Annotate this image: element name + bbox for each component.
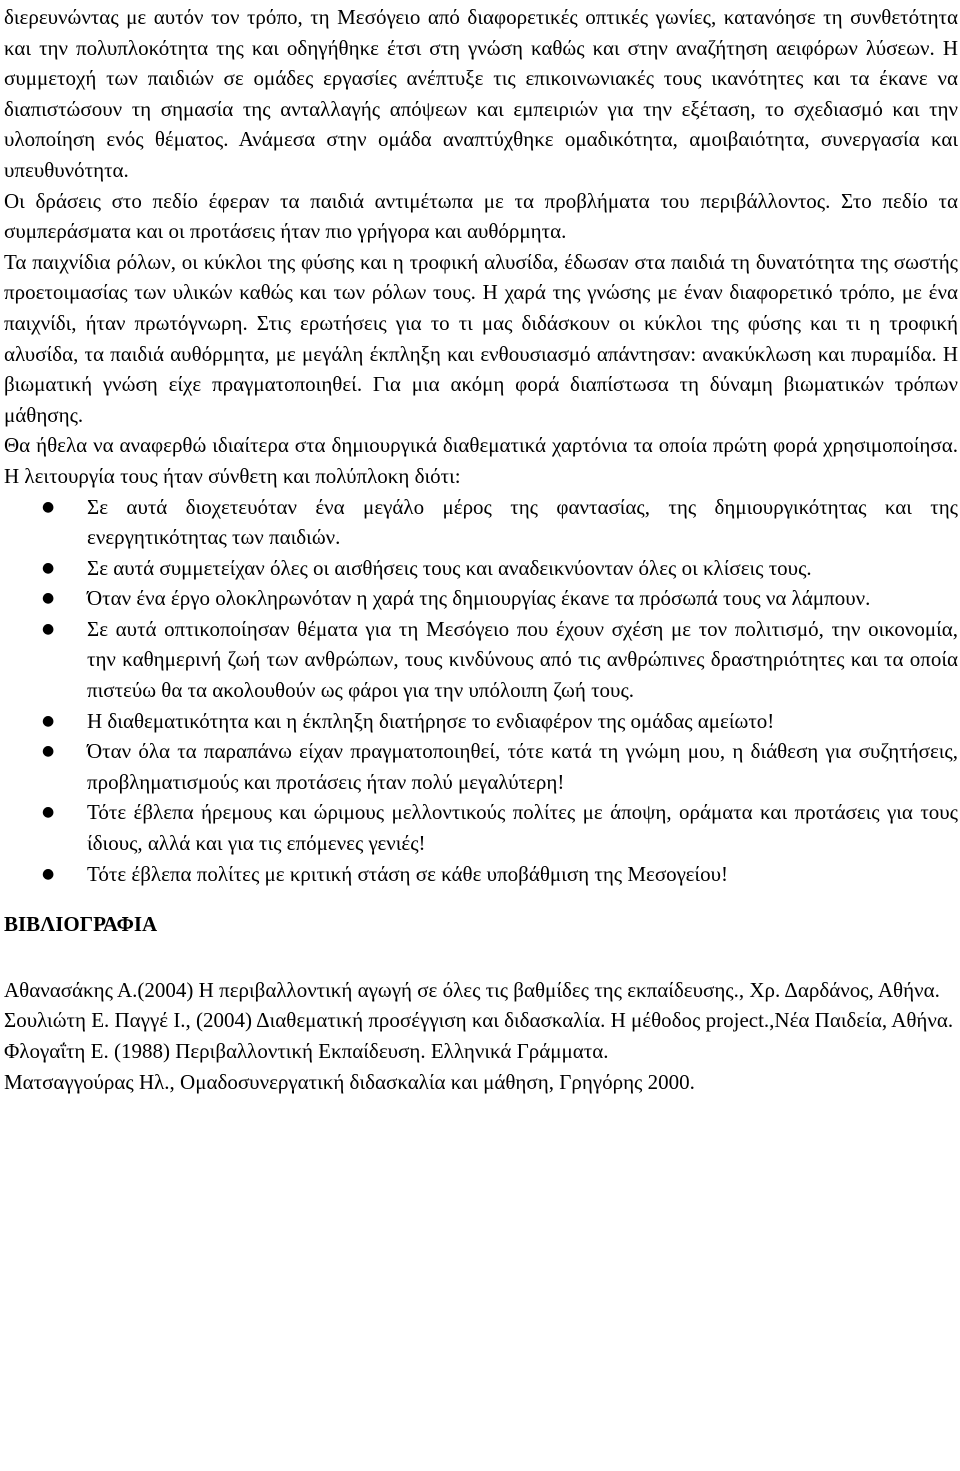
bullet-icon: ●	[42, 498, 55, 515]
bullet-icon: ●	[42, 559, 55, 576]
list-item-text: Όταν ένα έργο ολοκληρωνόταν η χαρά της δημιουργίας έκανε τα πρόσωπά τους να λάμπουν.	[87, 586, 871, 611]
paragraph-conclusions-1: διερευνώντας με αυτόν τον τρόπο, τη Μεσόγειο από διαφορετικές οπτικές γωνίες, κατανόησε τη συνθετότητα και την πολυπλοκότητα της και οδηγήθηκε έτσι στη γνώση καθώς και στην αναζήτηση αειφόρων λύσεων. Η συμμετοχή των παιδιών σε ομάδες εργασίες ανέπτυξε τις επικοινωνιακές τους ικανότητες και τα έκανε να διαπιστώσουν τη σημασία της ανταλλαγής απόψεων και εμπειριών για την εξέταση, το σχεδιασμό και την υλοποίηση ενός θέματος. Ανάμεσα στην ομάδα αναπτύχθηκε ομαδικότητα, αμοιβαιότητα, συνεργασία και υπευθυνότητα.	[4, 5, 958, 182]
list-item-text: Η διαθεματικότητα και η έκπληξη διατήρησε το ενδιαφέρον της ομάδας αμείωτο!	[87, 708, 775, 733]
bullet-icon: ●	[42, 804, 55, 821]
bibliography-entry: Φλογαΐτη Ε. (1988) Περιβαλλοντική Εκπαίδευση. Ελληνικά Γράμματα.	[4, 1039, 609, 1063]
list-item-text: Τότε έβλεπα ήρεμους και ώριμους μελλοντικούς πολίτες με άποψη, οράματα και προτάσεις για τους ίδιους, αλλά και για τις επόμενες γενιές!	[87, 800, 958, 856]
bullet-icon: ●	[42, 590, 55, 607]
list-item	[4, 797, 958, 858]
bullet-icon: ●	[42, 743, 55, 760]
bullet-icon: ●	[42, 712, 55, 729]
paragraph-creative-cards: Θα ήθελα να αναφερθώ ιδιαίτερα στα δημιουργικά διαθεματικά χαρτόνια τα οποία πρώτη φορά χρησιμοποίησα. Η λειτουργία τους ήταν σύνθετη και πολύπλοκη διότι:	[4, 433, 958, 488]
list-item-text: Τότε έβλεπα πολίτες με κριτική στάση σε κάθε υποβάθμιση της Μεσογείου!	[87, 861, 728, 886]
list-item-text: Σε αυτά οπτικοποίησαν θέματα για τη Μεσόγειο που έχουν σχέση με τον πολιτισμό, την οικονομία, την καθημερινή ζωή των ανθρώπων, τους κινδύνους από τις ανθρώπινες δραστηριότητες και τα οποία πιστεύω θα τα ακολουθούν ως φάροι για την υπόλοιπη ζωή τους.	[87, 616, 958, 703]
paragraph-field-actions: Οι δράσεις στο πεδίο έφεραν τα παιδιά αντιμέτωπα με τα προβλήματα του περιβάλλοντος. Στο πεδίο τα συμπεράσματα και οι προτάσεις ήταν πιο γρήγορα και αυθόρμητα.	[4, 188, 958, 244]
list-item	[4, 706, 958, 737]
bibliography-title: ΒΙΒΛΙΟΓΡΑΦΙΑ	[4, 912, 158, 937]
bibliography-entry: Ματσαγγούρας Ηλ., Ομαδοσυνεργατική διδασκαλία και μάθηση, Γρηγόρης 2000.	[4, 1069, 695, 1094]
list-item-text: Όταν όλα τα παραπάνω είχαν πραγματοποιηθεί, τότε κατά τη γνώμη μου, η διάθεση για συζητήσεις, προβληματισμούς και προτάσεις ήταν πολύ μεγαλύτερη!	[87, 739, 958, 794]
list-item	[4, 859, 958, 890]
bullet-icon: ●	[42, 865, 55, 882]
bibliography-entry: Αθανασάκης Α.(2004) Η περιβαλλοντική αγωγή σε όλες τις βαθμίδες της εκπαίδευσης., Χρ. Δαρδάνος, Αθήνα.	[4, 977, 940, 1002]
list-item-text: Σε αυτά συμμετείχαν όλες οι αισθήσεις τους και αναδεικνύονταν όλες οι κλίσεις τους.	[87, 555, 812, 580]
bullet-icon: ●	[42, 620, 55, 637]
bibliography-list	[4, 975, 958, 1097]
list-item	[4, 736, 958, 797]
list-item-text: Σε αυτά διοχετευόταν ένα μεγάλο μέρος της φαντασίας, της δημιουργικότητας και της ενεργητικότητας των παιδιών.	[87, 494, 958, 550]
list-item	[4, 492, 958, 553]
bullet-list	[4, 492, 958, 890]
list-item	[4, 614, 958, 706]
paragraph-role-games: Τα παιχνίδια ρόλων, οι κύκλοι της φύσης και η τροφική αλυσίδα, έδωσαν στα παιδιά τη δυνατότητα της σωστής προετοιμασίας των υλικών καθώς και των ρόλων τους. Η χαρά της γνώσης με έναν διαφορετικό τρόπο, με ένα παιχνίδι, ήταν πρωτόγνωρη. Στις ερωτήσεις για το τι μας διδάσκουν οι κύκλοι της φύσης και τι η τροφική αλυσίδα, τα παιδιά αυθόρμητα, με μεγάλη έκπληξη και ενθουσιασμό απάντησαν: ανακύκλωση και πυραμίδα. Η βιωματική γνώση είχε πραγματοποιηθεί. Για μια ακόμη φορά διαπίστωσα τη δύναμη βιωματικών τρόπων μάθησης.	[4, 249, 958, 427]
bibliography-entry: Σουλιώτη Ε. Παγγέ Ι., (2004) Διαθεματική προσέγγιση και διδασκαλία. Η μέθοδος project.,Νέα Παιδεία, Αθήνα.	[4, 1008, 954, 1033]
list-item	[4, 553, 958, 584]
list-item	[4, 583, 958, 614]
